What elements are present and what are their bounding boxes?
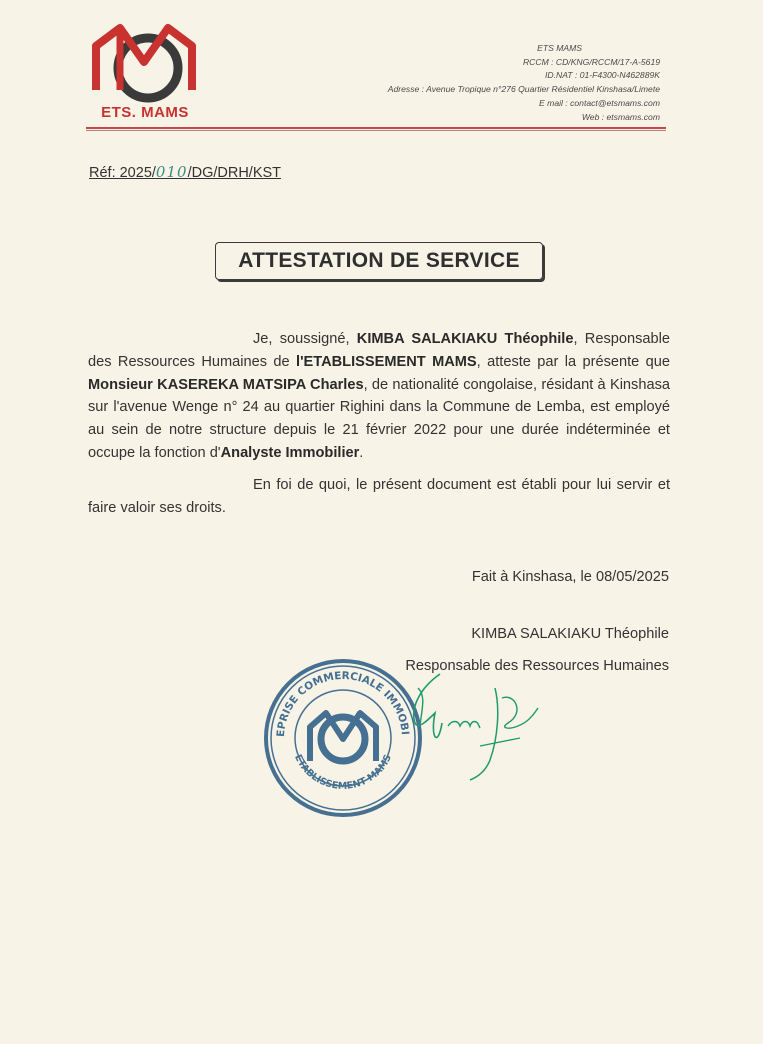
company-rccm: RCCM : CD/KNG/RCCM/17-A-5619 — [522, 56, 660, 67]
body-text-3: , atteste par la présente que — [476, 353, 671, 370]
attestation-body — [88, 328, 670, 519]
stamp-bottom-text: ETABLISSEMENT MAMS — [292, 752, 394, 792]
signatory-name: KIMBA SALAKIAKU Théophile — [356, 331, 574, 347]
company-info — [320, 42, 660, 124]
company-email: E mail : contact@etsmams.com — [539, 97, 660, 108]
body-text-2: , Responsable des Ressources Humaines de — [88, 331, 670, 370]
company-web: Web : etsmams.com — [581, 111, 660, 122]
company-name: ETS MAMS — [537, 43, 582, 53]
document-title: ATTESTATION DE SERVICE — [238, 249, 520, 272]
reference-prefix: Réf: 2025/ — [89, 165, 156, 181]
header-divider-dark — [86, 130, 666, 131]
signature-scribble-icon — [380, 668, 560, 788]
company-address: Adresse : Avenue Tropique n°276 Quartier Résidentiel Kinshasa/Limete — [387, 84, 660, 95]
reference-suffix: /DG/DRH/KST — [187, 165, 282, 181]
handwritten-signature — [380, 668, 560, 788]
logo-text: ETS. MAMS — [101, 104, 189, 121]
signatory-name-line: KIMBA SALAKIAKU Théophile — [471, 626, 669, 642]
company-idnat: ID.NAT : 01-F4300-N462889K — [545, 70, 660, 81]
body-paragraph-1 — [88, 328, 670, 465]
employee-name: Monsieur KASEREKA MATSIPA Charles — [88, 376, 364, 393]
header-divider-red — [86, 127, 666, 129]
company-logo — [86, 20, 201, 125]
body-text-4: , de nationalité congolaise, résidant à Kinshasa sur l'avenue Wenge n° 24 au quartier Righini dans la Commune de Lemba, est employé au sein de notre structure depuis le 21 février 2022 pour une durée indéterminée et occupe la fonction d' — [88, 376, 670, 461]
body-text-5: . — [359, 444, 364, 461]
employee-function: Analyste Immobilier — [220, 444, 360, 461]
reference-number — [89, 163, 281, 181]
document-title-box — [215, 242, 543, 280]
logo-mark-icon — [86, 20, 201, 110]
company-name-bold: l'ETABLISSEMENT MAMS — [296, 353, 477, 370]
body-text-1: Je, soussigné, — [253, 331, 357, 347]
signatory-title-line: Responsable des Ressources Humaines — [405, 658, 669, 674]
body-paragraph-2: En foi de quoi, le présent document est établi pour lui servir et faire valoir ses droits. — [88, 476, 670, 516]
stamp-top-text: EPRISE COMMERCIALE IMMOBI — [274, 669, 411, 738]
place-and-date: Fait à Kinshasa, le 08/05/2025 — [471, 569, 669, 585]
reference-handwritten-number: 010 — [155, 163, 188, 181]
